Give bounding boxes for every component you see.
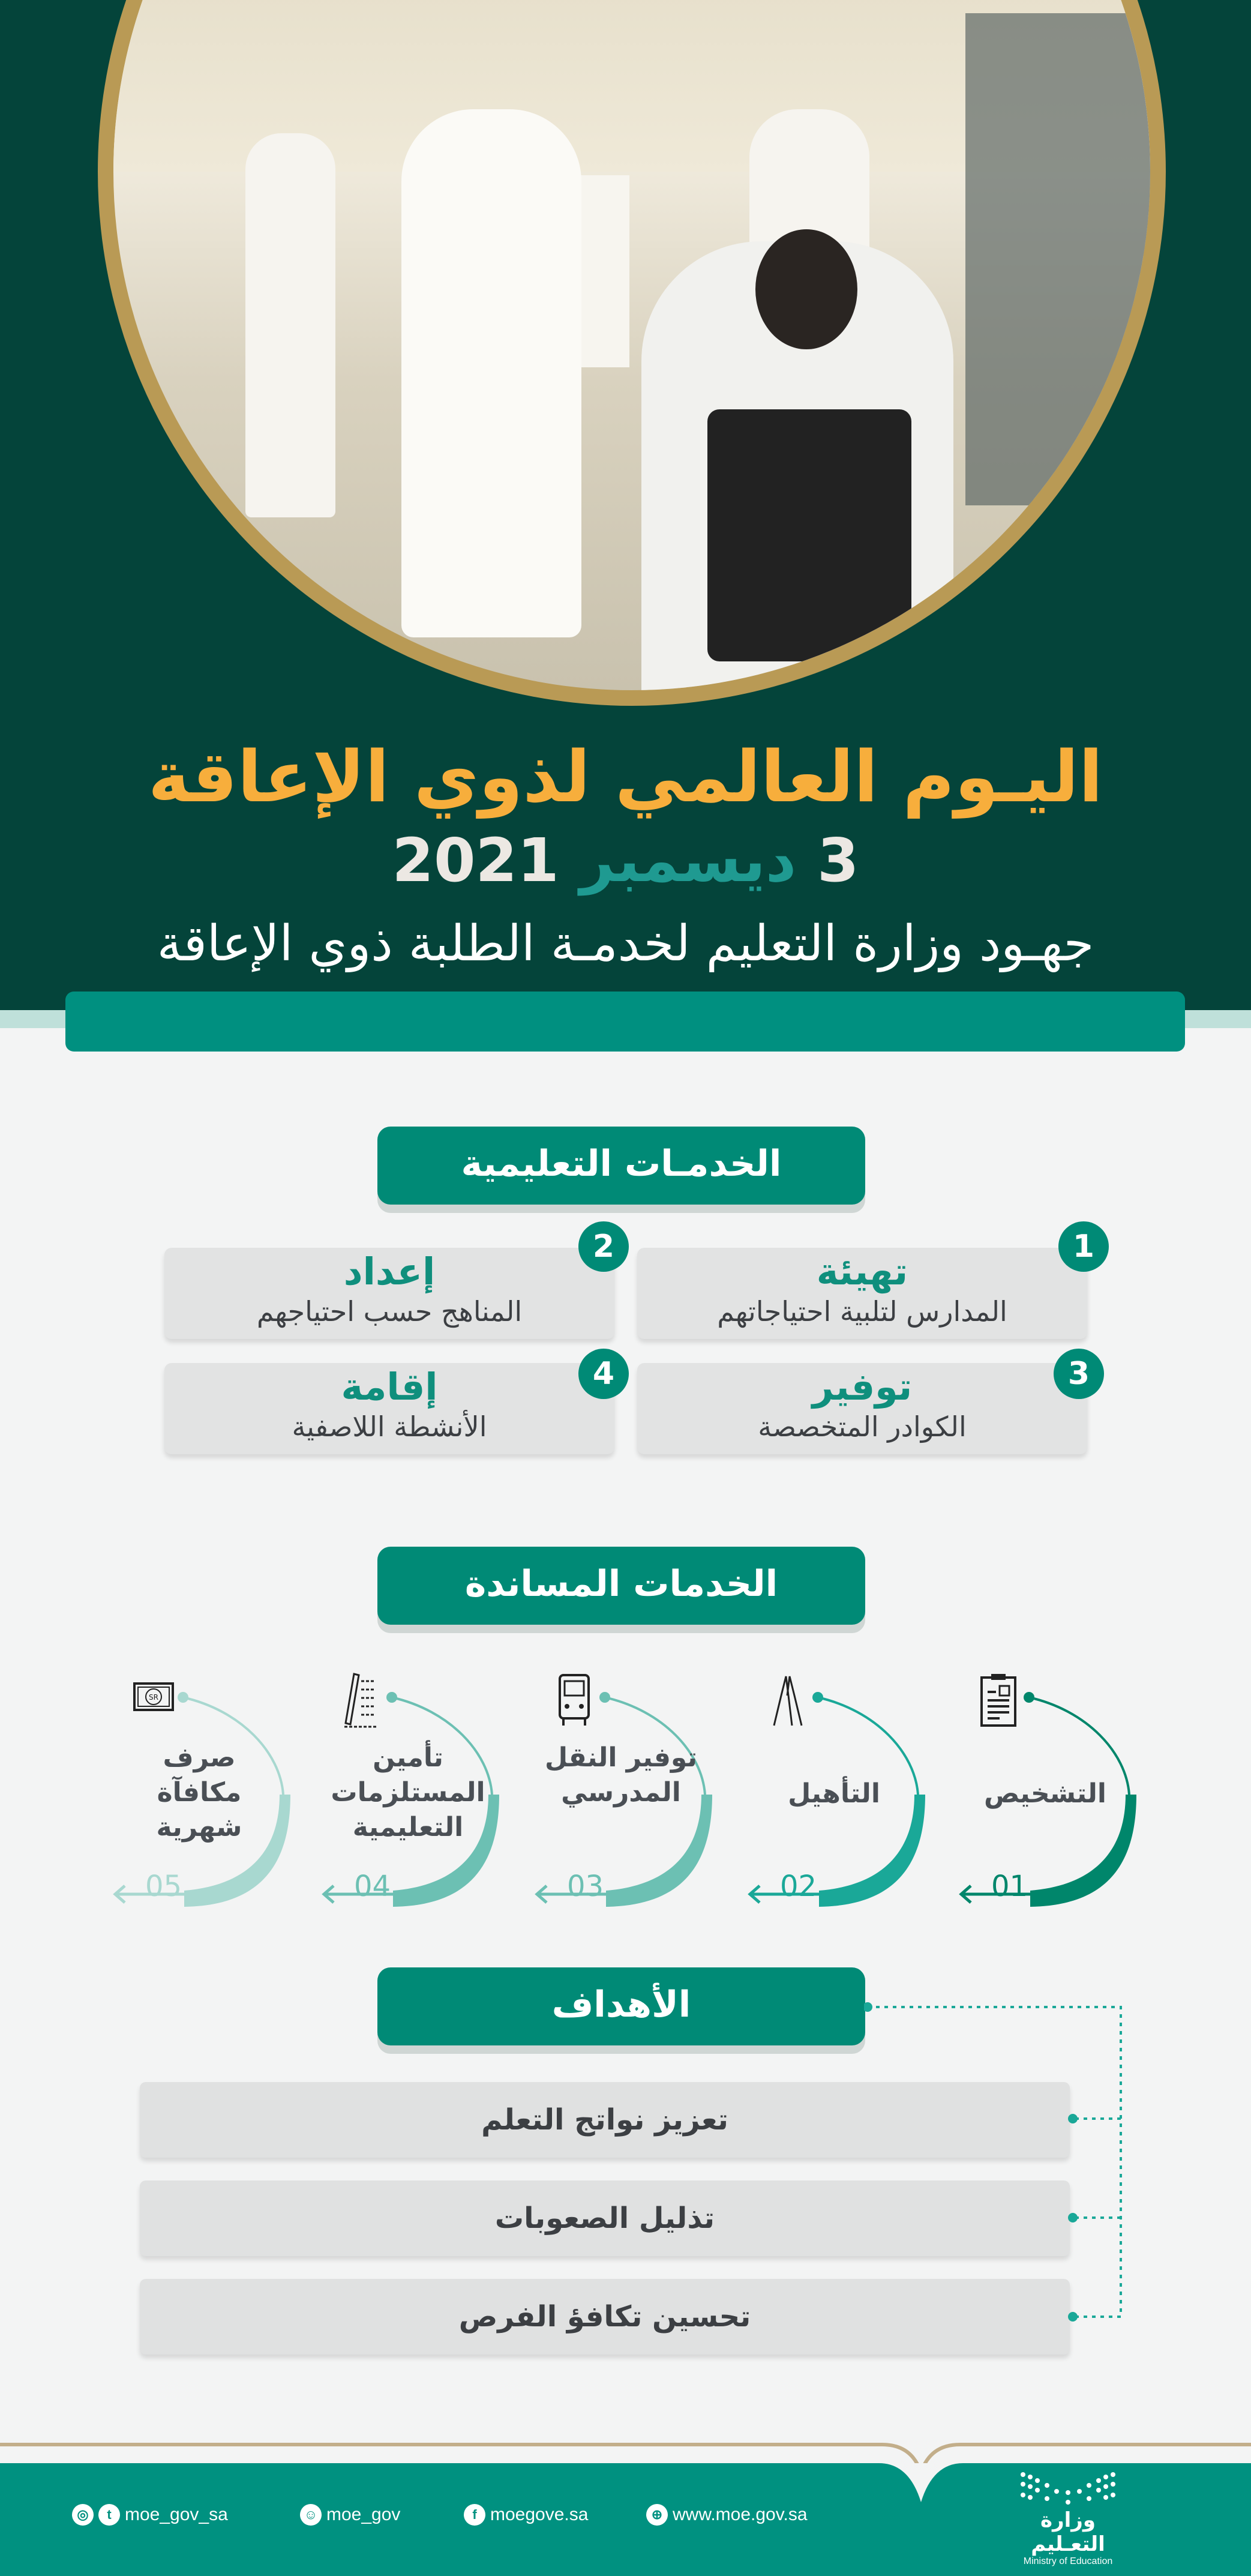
instagram-icon: ◎ (72, 2504, 94, 2526)
facebook-icon: f (464, 2504, 485, 2526)
date-year: 2021 (392, 825, 559, 895)
goal-item: تعزيز نواتج التعلم (140, 2082, 1070, 2158)
goals-connector (864, 1999, 1128, 2323)
step-label: توفير النقل المدرسي (544, 1742, 698, 1808)
card-title: توفير (812, 1365, 913, 1409)
social-instagram-twitter[interactable] (72, 2504, 228, 2526)
page-subtitle: جهـود وزارة التعليم لخدمـة الطلبة ذوي الإعاقة (157, 915, 1094, 972)
clipboard-icon (979, 1672, 1021, 1732)
support-step-05 (109, 1675, 325, 1915)
support-step-04 (318, 1675, 534, 1915)
goal-item: تذليل الصعوبات (140, 2180, 1070, 2256)
support-step-03 (531, 1675, 747, 1915)
page-title: اليـوم العالمي لذوي الإعاقة (148, 735, 1103, 818)
section-heading-goals: الأهداف (377, 1967, 865, 2045)
svg-text:SR: SR (149, 1693, 158, 1702)
step-number: 04 (354, 1870, 391, 1903)
event-date (0, 825, 1251, 895)
edu-card-1 (637, 1248, 1087, 1339)
step-label: تأمين المستلزمات التعليمية (331, 1742, 485, 1843)
step-number: 03 (567, 1870, 604, 1903)
step-label: التشخيص (983, 1778, 1107, 1809)
number-badge: 3 (1054, 1349, 1104, 1399)
edu-card-4 (164, 1363, 614, 1454)
hands-icon (768, 1672, 810, 1732)
teal-bar (65, 992, 1185, 1052)
support-step-02 (744, 1675, 960, 1915)
social-handle: moe_gov_sa (125, 2505, 228, 2524)
date-day: 3 (817, 825, 859, 895)
snapchat-icon: ☺ (300, 2504, 322, 2526)
number-badge: 4 (578, 1349, 629, 1399)
step-label: التأهيل (788, 1778, 880, 1809)
card-desc: الكوادر المتخصصة (758, 1410, 967, 1443)
footer-notch (879, 2463, 963, 2505)
card-title: إقامة (341, 1365, 438, 1409)
card-desc: المدارس لتلبية احتياجاتهم (717, 1295, 1007, 1328)
card-title: إعداد (343, 1250, 436, 1293)
date-month: ديسمبر (580, 825, 797, 895)
section-heading-educational: الخدمـات التعليمية (377, 1127, 865, 1205)
logo-arabic-text: وزارة التعـليم (1031, 2508, 1105, 2556)
logo-english-text: Ministry of Education (1023, 2556, 1113, 2566)
social-facebook[interactable] (464, 2504, 588, 2526)
step-label: صرف مكافآة شهرية (156, 1742, 242, 1843)
social-website[interactable] (646, 2504, 808, 2526)
step-number: 05 (145, 1870, 182, 1903)
number-badge: 1 (1058, 1221, 1109, 1272)
edu-card-3 (637, 1363, 1087, 1454)
pencil-list-icon (342, 1672, 384, 1732)
logo-dots-icon (1017, 2470, 1119, 2506)
twitter-icon: t (98, 2504, 120, 2526)
card-title: تهيئة (816, 1250, 908, 1293)
section-heading-support: الخدمات المساندة (377, 1547, 865, 1625)
step-number: 02 (780, 1870, 817, 1903)
support-step-01 (955, 1675, 1171, 1915)
social-handle: moe_gov (326, 2505, 401, 2524)
edu-card-2 (164, 1248, 614, 1339)
number-badge: 2 (578, 1221, 629, 1272)
goal-item: تحسين تكافؤ الفرص (140, 2279, 1070, 2355)
bus-icon (555, 1672, 597, 1732)
social-snapchat[interactable] (300, 2504, 400, 2526)
step-number: 01 (991, 1870, 1028, 1903)
card-desc: الأنشطة اللاصفية (292, 1410, 487, 1443)
card-desc: المناهج حسب احتياجهم (256, 1295, 523, 1328)
globe-icon: ⊕ (646, 2504, 668, 2526)
ministry-logo (1008, 2470, 1128, 2567)
social-handle: www.moe.gov.sa (673, 2505, 808, 2524)
money-icon (133, 1672, 175, 1732)
social-handle: moegove.sa (490, 2505, 589, 2524)
